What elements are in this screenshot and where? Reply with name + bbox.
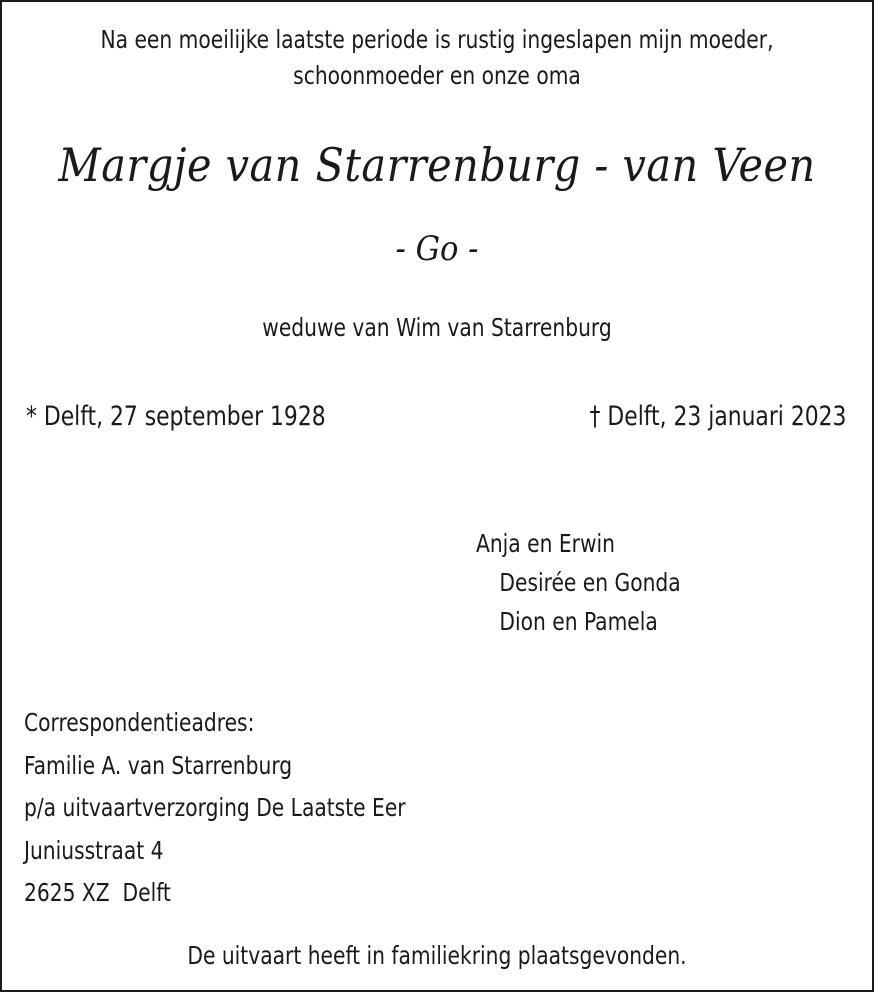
intro-text: [46, 22, 829, 94]
family-member: Anja en Erwin: [476, 529, 615, 558]
birth-date: * Delft, 27 september 1928: [26, 401, 326, 432]
deceased-name: Margje van Starrenburg - van Veen: [58, 138, 816, 192]
nickname: - Go -: [395, 229, 479, 269]
address-line: 2625 XZ Delft: [24, 878, 171, 907]
address-line: p/a uitvaartverzorging De Laatste Eer: [24, 793, 406, 822]
correspondence-address: [24, 702, 406, 915]
family-member: Desirée en Gonda: [499, 568, 681, 597]
address-line: Familie A. van Starrenburg: [24, 750, 293, 780]
funeral-note: De uitvaart heeft in familiekring plaatsgevonden.: [187, 941, 687, 970]
death-date: † Delft, 23 januari 2023: [589, 401, 846, 432]
address-heading: Correspondentieadres:: [24, 708, 255, 737]
widow-of: weduwe van Wim van Starrenburg: [262, 313, 612, 342]
intro-line-1: Na een moeilijke laatste periode is rustig ingeslapen mijn moeder,: [100, 25, 774, 54]
address-line: Juniusstraat 4: [24, 835, 164, 865]
family-member: Dion en Pamela: [499, 607, 658, 636]
intro-line-2: schoonmoeder en onze oma: [293, 61, 581, 90]
family-list: [476, 524, 681, 641]
